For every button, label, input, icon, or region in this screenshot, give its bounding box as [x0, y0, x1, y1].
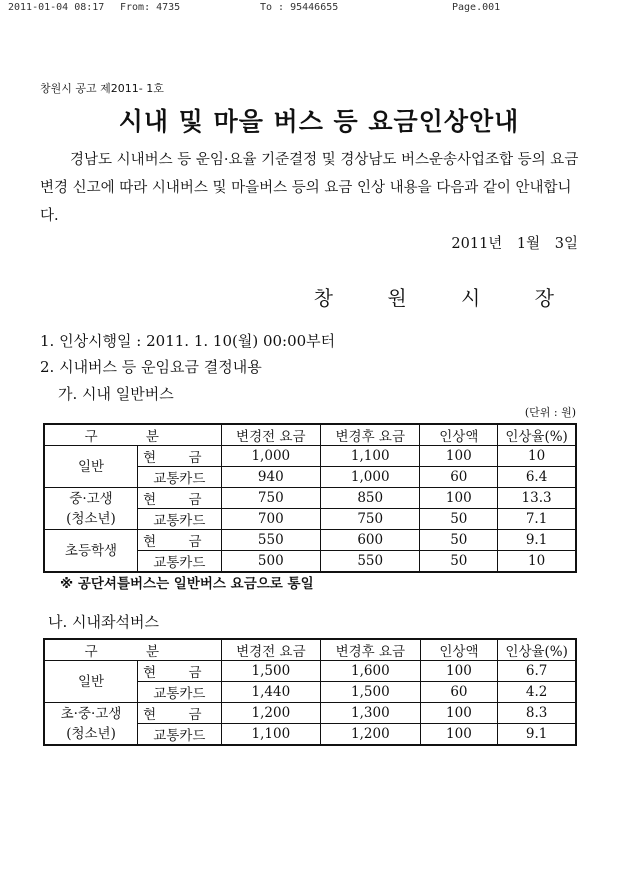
fax-to: To : 95446655	[260, 2, 339, 13]
increase-cell: 100	[420, 703, 498, 724]
before-fare-cell: 700	[221, 509, 320, 530]
payment-type-cell: 교통카드	[138, 724, 222, 746]
payment-type-cell: 현 금	[138, 661, 222, 682]
before-fare-cell: 750	[221, 488, 320, 509]
after-fare-cell: 550	[321, 551, 420, 573]
before-fare-cell: 1,000	[221, 446, 320, 467]
after-fare-cell: 1,600	[321, 661, 420, 682]
intro-paragraph: 경남도 시내버스 등 운임·요율 기준결정 및 경상남도 버스운송사업조합 등의 요금 변경 신고에 따라 시내버스 및 마을버스 등의 요금 인상 내용을 다음과 같이 안내합니다.	[40, 152, 579, 224]
header-increase: 인상액	[420, 424, 498, 446]
table-row	[44, 446, 576, 467]
table-row	[44, 661, 576, 682]
header-rate: 인상율(%)	[498, 424, 576, 446]
table-header-row	[44, 639, 576, 661]
group-name-cell: 중·고생 (청소년)	[44, 488, 138, 530]
payment-type-cell: 교통카드	[138, 551, 222, 573]
fare-table-seat	[43, 638, 577, 746]
section-city-general-bus: 가. 시내 일반버스	[58, 385, 174, 403]
payment-type-cell: 교통카드	[138, 682, 222, 703]
group-name-cell: 초·중·고생 (청소년)	[44, 703, 138, 746]
header-rate: 인상율(%)	[498, 639, 576, 661]
fax-page: Page.001	[452, 2, 501, 13]
group-name-cell: 초등학생	[44, 530, 138, 573]
table-row	[44, 488, 576, 509]
rate-cell: 10	[498, 551, 576, 573]
increase-cell: 50	[420, 509, 498, 530]
rate-cell: 4.2	[498, 682, 576, 703]
payment-type-cell: 현 금	[138, 488, 222, 509]
payment-type-cell: 교통카드	[138, 509, 222, 530]
after-fare-cell: 1,500	[321, 682, 420, 703]
before-fare-cell: 1,440	[221, 682, 320, 703]
after-fare-cell: 750	[321, 509, 420, 530]
rate-cell: 13.3	[498, 488, 576, 509]
payment-type-cell: 교통카드	[138, 467, 222, 488]
after-fare-cell: 850	[321, 488, 420, 509]
before-fare-cell: 500	[221, 551, 320, 573]
increase-cell: 100	[420, 446, 498, 467]
group-name-cell: 일반	[44, 446, 138, 488]
item-effective-date: 1. 인상시행일 : 2011. 1. 10(월) 00:00부터	[40, 332, 336, 350]
rate-cell: 7.1	[498, 509, 576, 530]
payment-type-cell: 현 금	[138, 446, 222, 467]
before-fare-cell: 940	[221, 467, 320, 488]
header-before: 변경전 요금	[221, 639, 320, 661]
before-fare-cell: 1,200	[221, 703, 320, 724]
rate-cell: 9.1	[498, 724, 576, 746]
table-row	[44, 530, 576, 551]
section-city-seat-bus: 나. 시내좌석버스	[48, 613, 159, 631]
notice-date: 2011년 1월 3일	[451, 236, 578, 252]
after-fare-cell: 1,000	[321, 467, 420, 488]
table-row	[44, 703, 576, 724]
fare-table-general	[43, 423, 577, 573]
rate-cell: 10	[498, 446, 576, 467]
fax-from: From: 4735	[120, 2, 181, 13]
header-after: 변경후 요금	[321, 424, 420, 446]
increase-cell: 60	[420, 682, 498, 703]
unit-label: (단위 : 원)	[524, 406, 576, 419]
fax-datetime: 2011-01-04 08:17	[8, 2, 105, 13]
header-category: 구 분	[44, 639, 221, 661]
item-fare-decision: 2. 시내버스 등 운임요금 결정내용	[40, 358, 262, 376]
signer-name: 창 원 시 장	[313, 286, 578, 310]
rate-cell: 8.3	[498, 703, 576, 724]
increase-cell: 100	[420, 488, 498, 509]
before-fare-cell: 550	[221, 530, 320, 551]
after-fare-cell: 600	[321, 530, 420, 551]
header-category: 구 분	[44, 424, 221, 446]
after-fare-cell: 1,100	[321, 446, 420, 467]
before-fare-cell: 1,500	[221, 661, 320, 682]
before-fare-cell: 1,100	[221, 724, 320, 746]
increase-cell: 50	[420, 551, 498, 573]
rate-cell: 6.4	[498, 467, 576, 488]
after-fare-cell: 1,200	[321, 724, 420, 746]
rate-cell: 6.7	[498, 661, 576, 682]
increase-cell: 100	[420, 661, 498, 682]
payment-type-cell: 현 금	[138, 703, 222, 724]
header-increase: 인상액	[420, 639, 498, 661]
document-title: 시내 및 마을 버스 등 요금인상안내	[118, 107, 520, 136]
shuttle-note: ※ 공단셔틀버스는 일반버스 요금으로 통일	[60, 576, 314, 592]
increase-cell: 50	[420, 530, 498, 551]
payment-type-cell: 현 금	[138, 530, 222, 551]
notice-number: 창원시 공고 제2011- 1호	[40, 82, 164, 95]
table-header-row	[44, 424, 576, 446]
header-after: 변경후 요금	[321, 639, 420, 661]
increase-cell: 60	[420, 467, 498, 488]
group-name-cell: 일반	[44, 661, 138, 703]
after-fare-cell: 1,300	[321, 703, 420, 724]
increase-cell: 100	[420, 724, 498, 746]
rate-cell: 9.1	[498, 530, 576, 551]
header-before: 변경전 요금	[221, 424, 320, 446]
